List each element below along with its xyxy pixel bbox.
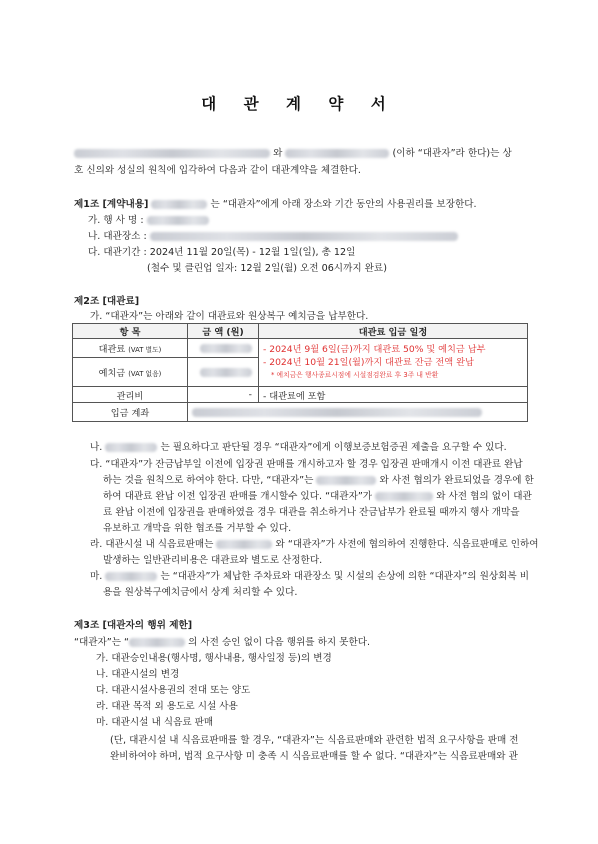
redacted-party [285, 149, 389, 158]
redacted-party [74, 149, 270, 158]
label-rental-fee: 대관료 [98, 344, 126, 355]
clause-ma-2: 용을 원상복구예치금에서 상계 처리할 수 있다. [103, 587, 298, 598]
schedule-note: * 예치금은 행사종료시점에 시설점검완료 후 3주 내 반환 [271, 371, 439, 379]
redacted-amount [200, 368, 252, 377]
clause-text: 는 “대관자”가 체납한 주차료와 대관장소 및 시설의 손상에 의한 “대관자”의 원상회복 비 [160, 571, 529, 582]
redacted-party [216, 540, 272, 549]
clause-marker: 나. [90, 442, 103, 453]
clause-marker: 마. [90, 571, 103, 582]
clause-text: 와 “대관자”가 사전에 협의하여 진행한다. 식음료판매로 인하여 [275, 539, 539, 550]
schedule-cell [259, 339, 528, 387]
restriction-item: 마. 대관시설 내 식음료 판매 [96, 717, 214, 728]
restriction-item: 다. 대관시설사용권의 전대 또는 양도 [96, 685, 251, 696]
col-amount: 금 액 (원) [188, 324, 259, 339]
cleanup-date: (철수 및 클린업 일자: 12월 2일(월) 오전 06시까지 완료) [147, 263, 387, 274]
article-2-heading: 제2조 [대관료] [74, 296, 140, 307]
col-item: 항 목 [73, 324, 188, 339]
restriction-note-2: 완비하여야 하며, 법적 요구사항 미 충족 시 식음료판매를 할 수 없다. “대관자”는 식음료판매와 관 [110, 751, 518, 762]
clause-text: 와 사전 협의 없이 대관 [436, 491, 532, 502]
clause-ra-1 [90, 538, 539, 551]
clause-ma-1 [90, 570, 529, 583]
fee-table-header [73, 324, 528, 339]
clause-text: 라. 대관시설 내 식음료판매는 [90, 539, 214, 550]
redacted-party [316, 476, 376, 485]
article-3-intro [74, 636, 370, 649]
article-1-text: 는 “대관자”에게 아래 장소와 기간 동안의 사용권리를 보장한다. [210, 199, 477, 210]
clause-ra-2: 발생하는 일반관리비용은 대관료와 별도로 산정한다. [103, 555, 323, 566]
redacted-amount [200, 344, 252, 353]
amount-cell: - [188, 387, 259, 403]
schedule-2: - 2024년 10월 21일(월)까지 대관료 잔금 전액 완납 [263, 357, 474, 368]
clause-text: 하는 것을 원칙으로 하여야 한다. 다만, “대관자”는 [103, 475, 314, 486]
row-label [73, 339, 188, 358]
intro-line-2: 호 신의와 성실의 원칙에 입각하여 다음과 같이 대관계약을 체결한다. [74, 165, 361, 176]
intro-definition: (이하 “대관자”라 한다)는 상 [392, 148, 512, 159]
redacted-party [151, 200, 207, 209]
event-name-line [88, 214, 209, 227]
amount-cell [188, 358, 259, 387]
row-label [73, 358, 188, 387]
redacted-account [192, 408, 482, 417]
col-schedule: 대관료 입금 일정 [259, 324, 528, 339]
vat-note: (VAT 별도) [128, 346, 162, 354]
restriction-item: 가. 대관승인내용(행사명, 행사내용, 행사일정 등)의 변경 [96, 653, 332, 664]
article-2-intro: 가. “대관자”는 아래와 같이 대관료와 원상복구 예치금을 납부한다. [90, 311, 369, 322]
redacted-value [147, 216, 209, 225]
redacted-party [105, 572, 157, 581]
clause-na [90, 441, 507, 454]
intro-and: 와 [273, 148, 283, 159]
clause-da-3 [103, 490, 532, 503]
table-row [73, 403, 528, 422]
amount-cell [188, 339, 259, 358]
schedule-1: - 2024년 9월 6일(금)까지 대관료 50% 및 예치금 납부 [263, 344, 486, 355]
clause-da-4: 료 완납 이전에 입장권을 판매하였을 경우 대관을 취소하거나 잔금납부가 완료될 때까지 행사 개막을 [103, 507, 520, 518]
row-label: 관리비 [73, 387, 188, 403]
rental-period: 다. 대관기간 : 2024년 11월 20일(목) - 12월 1일(일), 총 12일 [88, 247, 356, 258]
redacted-value [150, 232, 458, 241]
venue-label: 나. 대관장소 : [88, 231, 147, 242]
clause-text: 는 필요하다고 판단될 경우 “대관자”에게 이행보증보험증권 제출을 요구할 수 있다. [160, 442, 507, 453]
article-1-line [74, 198, 477, 211]
clause-text: 와 사전 협의가 완료되었을 경우에 한 [379, 475, 534, 486]
account-cell [188, 403, 528, 422]
redacted-party [105, 443, 157, 452]
article-3-heading: 제3조 [대관자의 행위 제한] [74, 620, 193, 631]
clause-text: 의 사전 승인 없이 다음 행위를 하지 못한다. [188, 637, 371, 648]
article-1-heading: 제1조 [계약내용] [74, 199, 149, 210]
restriction-item: 라. 대관 목적 외 용도로 시설 사용 [96, 701, 238, 712]
clause-da-5: 유보하고 개막을 위한 협조를 거부할 수 있다. [103, 523, 292, 534]
schedule-cell: - 대관료에 포함 [259, 387, 528, 403]
fee-table [72, 323, 528, 422]
restriction-note-1: (단, 대관시설 내 식음료판매를 할 경우, “대관자”는 식음료판매와 관련한 법적 요구사항을 판매 전 [110, 735, 519, 746]
document-title: 대 관 계 약 서 [201, 95, 397, 113]
redacted-party [375, 492, 433, 501]
intro-line-1 [74, 147, 512, 160]
table-row [73, 339, 528, 358]
venue-line [88, 230, 458, 243]
label-deposit: 예치금 [98, 368, 126, 379]
clause-da-2 [103, 474, 534, 487]
row-label: 입금 계좌 [73, 403, 188, 422]
clause-da-1: 다. “대관자”가 잔금납부일 이전에 입장권 판매를 개시하고자 할 경우 입장권 판매개시 이전 대관료 완납 [90, 459, 523, 470]
event-name-label: 가. 행 사 명 : [88, 215, 144, 226]
redacted-party [129, 638, 185, 647]
clause-text: “대관자”는 “ [74, 637, 130, 648]
restriction-item: 나. 대관시설의 변경 [96, 669, 180, 680]
vat-note: (VAT 없음) [128, 370, 162, 378]
clause-text: 하여 대관료 완납 이전 입장권 판매를 개시할수 있다. “대관자”가 [103, 491, 373, 502]
table-row [73, 387, 528, 403]
